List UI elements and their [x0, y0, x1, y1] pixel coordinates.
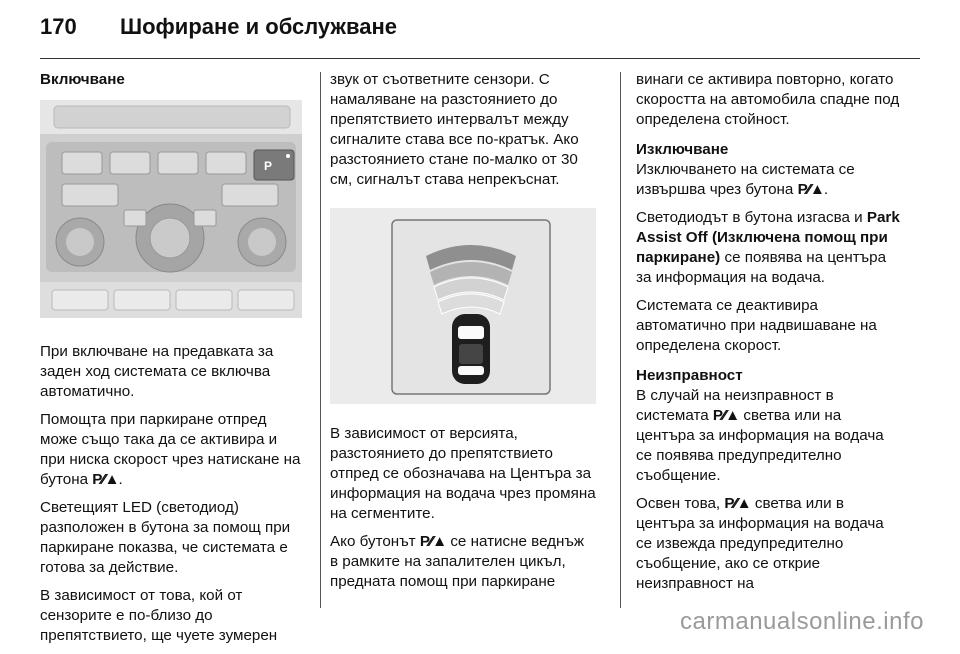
text-run: Помощта при паркиране отпред може също така да се активира и при ниска скорост чрез натискане на бутона — [40, 411, 301, 488]
text-run: се натисне веднъж в рамките на запалителен цикъл, предната помощ при паркиране — [330, 533, 585, 590]
park-assist-console-photo — [40, 100, 302, 318]
park-assist-button-icon: P⁄⁄▲ — [724, 495, 751, 512]
svg-text:P: P — [264, 159, 273, 173]
section-heading-malfunction: Неизправност — [636, 367, 743, 384]
text-run: Светодиодът в бутона изгасва и — [636, 209, 867, 226]
header-divider — [40, 58, 920, 59]
paragraph — [636, 160, 902, 200]
paragraph — [330, 532, 596, 592]
text-run: . — [118, 471, 123, 488]
park-assist-button-icon: P⁄⁄▲ — [712, 407, 740, 424]
watermark: carmanualsonline.info — [680, 608, 924, 635]
page-header — [40, 14, 920, 54]
section-heading-activation: Включване — [40, 71, 125, 88]
text-run: . — [823, 181, 829, 198]
park-symbol-letter: P — [797, 181, 807, 198]
paragraph — [636, 208, 902, 288]
column-divider — [320, 72, 321, 608]
page-number: 170 — [40, 14, 77, 39]
paragraph: винаги се активира повторно, когато скоростта на автомобила спадне под определена стойност. — [636, 71, 900, 128]
section-heading-deactivation: Изключване — [636, 141, 729, 158]
page-title: Шофиране и обслужване — [120, 14, 398, 39]
paragraph: Системата се деактивира автоматично при надвишаване на определена скорост. — [636, 297, 877, 354]
park-symbol-letter: P — [92, 471, 102, 488]
paragraph: При включване на предавката за заден ход системата се включва автоматично. — [40, 343, 274, 400]
park-assist-button-icon: P⁄⁄▲ — [419, 533, 447, 550]
paragraph — [636, 494, 902, 594]
paragraph: В зависимост от това, кой от сензорите е по-близо до препятствието, ще чуете зумерен — [40, 587, 278, 644]
column-divider — [620, 72, 621, 608]
paragraph: звук от съответните сензори. С намаляване на разстоянието до препятствието интервалът между сигналите става все по-кратък. Ако разстоянието стане по-малко от 30 см, сигналът става непрекъснат. — [330, 71, 579, 188]
park-symbol-letter: P — [712, 407, 723, 424]
text-run: светва или в центъра за информация на водача се извежда предупредително съобщение, ако се открие неизправност на — [636, 495, 884, 592]
paragraph: Светещият LED (светодиод) разположен в бутона за помощ при паркиране показва, че системата е готова за действие. — [40, 499, 291, 576]
text-run: В случай на неизправност в системата — [636, 387, 834, 424]
park-symbol-letter: P — [724, 495, 734, 512]
text-run: Изключването на системата се извършва чрез бутона — [636, 161, 855, 198]
column-2 — [330, 70, 596, 600]
paragraph: В зависимост от версията, разстоянието до препятствието отпред се обозначава на Центъра за информация на водача чрез промяна на сегментите. — [330, 425, 596, 522]
park-symbol-letter: P — [419, 533, 429, 550]
column-3 — [636, 70, 902, 602]
text-run: Освен това, — [636, 495, 725, 512]
park-assist-off-message: Park Assist Off (Изключена помощ при паркиране) — [636, 209, 900, 266]
park-assist-button-icon: P⁄⁄▲ — [797, 181, 824, 198]
parking-distance-diagram — [330, 208, 596, 404]
text-run: се появява на центъра за информация на водача. — [636, 249, 887, 286]
paragraph — [636, 386, 902, 486]
paragraph — [40, 410, 306, 490]
park-assist-button-icon: P⁄⁄▲ — [92, 471, 119, 488]
column-1 — [40, 70, 306, 654]
text-run: Ако бутонът — [330, 533, 420, 550]
text-run: светва или на центъра за информация на водача се появява предупредително съобщение. — [636, 407, 884, 484]
